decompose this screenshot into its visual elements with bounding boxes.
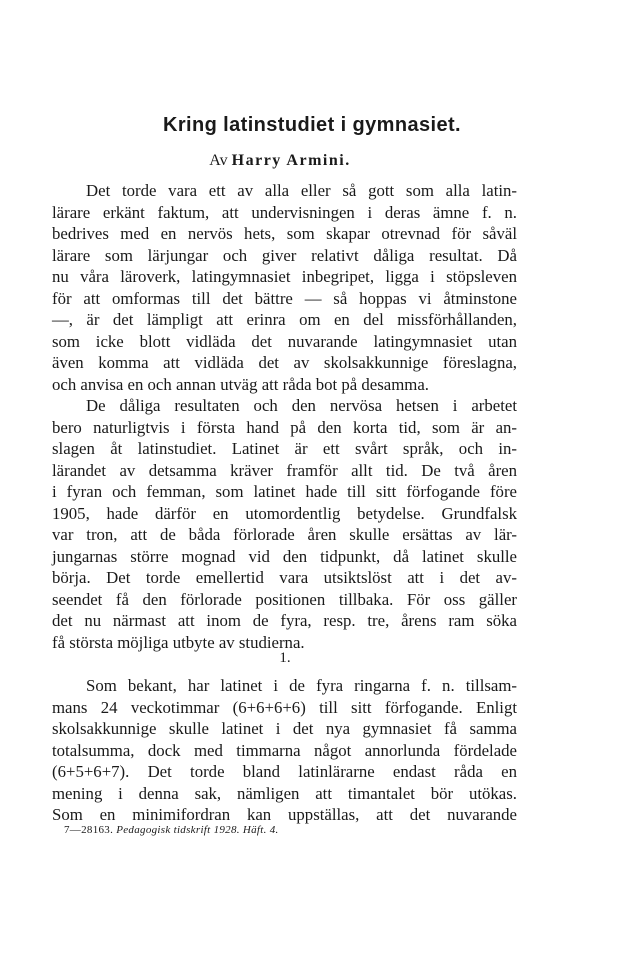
text-line: —, är det lämpligt att erinra om en del missförhållanden,: [52, 310, 517, 329]
footer-issue: Häft. 4.: [242, 824, 279, 836]
text-line: var tron, att de båda förlorade åren skulle ersättas av lär-: [52, 525, 517, 544]
text-line: De dåliga resultaten och den nervösa hetsen i arbetet: [86, 396, 517, 415]
text-line: lärare som lärjungar och giver relativt dåliga resultat. Då: [52, 245, 517, 265]
text-line: jungarnas större mognad vid den tidpunkt, då latinet skulle: [52, 546, 517, 566]
text-line: det nu närmast att inom de fyra, resp. tre, årens ram söka: [52, 611, 517, 630]
text-line: börja. Det torde emellertid vara utsiktslöst att i det av-: [52, 568, 517, 587]
text-line: 1905, hade därför en utomordentlig betydelse. Grundfalsk: [52, 503, 517, 523]
text-line: (6+5+6+7). Det torde bland latinlärarne endast råda en: [52, 762, 517, 781]
footer-number: 7—28163.: [64, 824, 114, 836]
text-line: skolsakkunnige skulle latinet i det nya gymnasiet få samma: [52, 719, 517, 738]
text-line: och anvisa en och annan utväg att råda bot på desamma.: [52, 374, 429, 394]
section-number: 1.: [279, 650, 291, 666]
text-line: seendet få den förlorade positionen tillbaka. För oss gäller: [52, 589, 517, 609]
text-line: bedrives med en nervös hets, som skapar otrevnad för såväl: [52, 224, 517, 243]
footer-journal: Pedagogisk tidskrift 1928.: [116, 824, 240, 836]
text-line: lärandet av detsamma kräver framför allt tid. De två åren: [52, 460, 517, 480]
byline: [0, 152, 560, 170]
text-line: för att omformas till det bättre — så hoppas vi åtminstone: [52, 288, 517, 308]
text-line: i fyran och femman, som latinet hade till sitt förfogande före: [52, 482, 517, 501]
text-line: få största möjliga utbyte av studierna.: [52, 632, 305, 652]
text-line: även komma att vidläda det av skolsakkunnige föreslagna,: [52, 353, 517, 372]
text-line: Som bekant, har latinet i de fyra ringarna f. n. tillsam-: [86, 676, 517, 695]
author-name: Harry Armini.: [231, 152, 351, 169]
text-line: slagen åt latinstudiet. Latinet är ett svårt språk, och in-: [52, 439, 517, 458]
page-footer: [64, 824, 279, 836]
text-line: lärare erkänt faktum, att undervisningen i deras ämne f. n.: [52, 202, 517, 222]
text-line: som icke blott vidläda det nuvarande latingymnasiet utan: [52, 331, 517, 351]
text-line: nu våra läroverk, latingymnasiet inbegripet, ligga i stöpsleven: [52, 267, 517, 286]
text-line: mening i denna sak, nämligen att timantalet bör utökas.: [52, 783, 517, 803]
body-text-1: [52, 180, 517, 653]
text-line: bero naturligtvis i första hand på den korta tid, som är an-: [52, 417, 517, 437]
text-line: Det torde vara ett av alla eller så gott som alla latin-: [86, 181, 517, 200]
body-text-2: [52, 675, 517, 826]
article-title: Kring latinstudiet i gymnasiet.: [163, 114, 461, 136]
text-line: totalsumma, dock med timmarna något annorlunda fördelade: [52, 740, 517, 760]
text-line: mans 24 veckotimmar (6+6+6+6) till sitt förfogande. Enligt: [52, 697, 517, 717]
text-line: Som en minimifordran kan uppställas, att det nuvarande: [52, 805, 517, 824]
byline-prefix: Av: [209, 152, 228, 169]
